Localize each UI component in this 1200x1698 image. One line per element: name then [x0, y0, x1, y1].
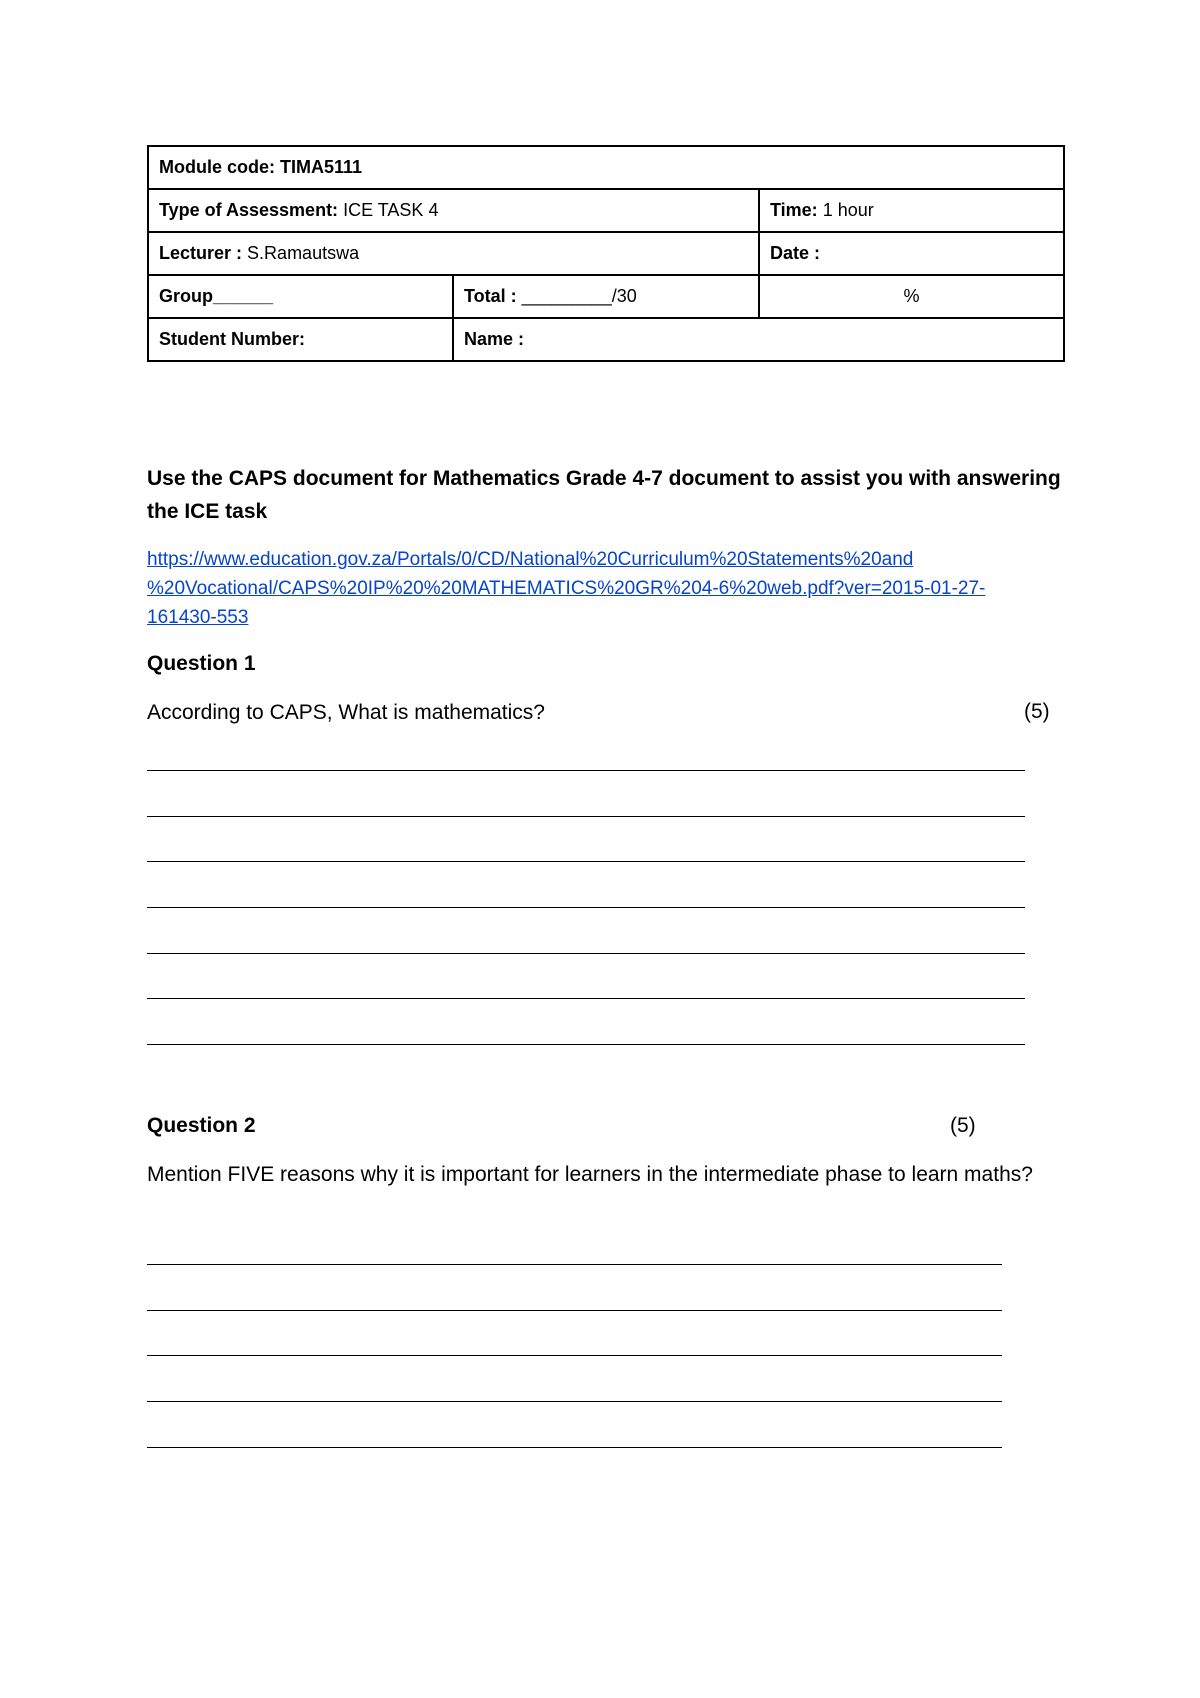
question-2-marks: (5) [950, 1114, 976, 1137]
link-line-2: %20Vocational/CAPS%20IP%20%20MATHEMATICS%20GR%204-6%20web.pdf?ver=2015-01-27- [147, 578, 986, 599]
name-label: Name : [464, 329, 525, 349]
group-label: Group______ [159, 286, 274, 306]
caps-document-link[interactable] [147, 545, 1047, 632]
header-row-student [148, 318, 1064, 361]
answer-line[interactable] [147, 998, 1025, 999]
total-value: _________/30 [521, 286, 637, 306]
name-cell [453, 318, 1064, 361]
module-code-value: TIMA5111 [280, 157, 363, 177]
answer-line[interactable] [147, 1355, 1002, 1356]
answer-line[interactable] [147, 770, 1025, 771]
answer-line[interactable] [147, 953, 1025, 954]
answer-line[interactable] [147, 816, 1025, 817]
header-row-module [148, 146, 1064, 189]
group-cell [148, 275, 453, 318]
question-2-title: Question 2 [147, 1114, 256, 1137]
answer-line[interactable] [147, 861, 1025, 862]
lecturer-value: S.Ramautswa [247, 243, 360, 263]
time-cell [759, 189, 1064, 232]
header-row-group [148, 275, 1064, 318]
question-2-text: Mention FIVE reasons why it is important for learners in the intermediate phase to learn maths? [147, 1163, 1033, 1186]
total-label: Total : [464, 286, 517, 306]
link-line-1: https://www.education.gov.za/Portals/0/CD/National%20Curriculum%20Statements%20and [147, 549, 914, 570]
answer-line[interactable] [147, 907, 1025, 908]
question-1-text: According to CAPS, What is mathematics? [147, 701, 545, 724]
answer-line[interactable] [147, 1447, 1002, 1448]
header-row-assessment [148, 189, 1064, 232]
lecturer-cell [148, 232, 759, 275]
date-label: Date : [770, 243, 821, 263]
question-1-marks: (5) [1024, 700, 1050, 723]
answer-line[interactable] [147, 1044, 1025, 1045]
instruction-text: Use the CAPS document for Mathematics Grade 4-7 document to assist you with answering the ICE task [147, 467, 1061, 523]
percent-cell [759, 275, 1064, 318]
answer-line[interactable] [147, 1264, 1002, 1265]
header-row-lecturer [148, 232, 1064, 275]
assessment-type-label: Type of Assessment: [159, 200, 339, 220]
link-line-3: 161430-553 [147, 607, 249, 628]
assessment-type-value: ICE TASK 4 [343, 200, 439, 220]
time-value: 1 hour [822, 200, 874, 220]
assessment-type-cell [148, 189, 759, 232]
date-cell [759, 232, 1064, 275]
lecturer-label: Lecturer : [159, 243, 243, 263]
module-code-cell [148, 146, 1064, 189]
question-1-title: Question 1 [147, 652, 256, 675]
student-number-cell [148, 318, 453, 361]
total-cell [453, 275, 759, 318]
answer-line[interactable] [147, 1310, 1002, 1311]
assessment-header-table [147, 145, 1065, 362]
percent-sign: % [903, 286, 920, 306]
module-code-label: Module code: [159, 157, 275, 177]
time-label: Time: [770, 200, 818, 220]
answer-line[interactable] [147, 1401, 1002, 1402]
student-number-label: Student Number: [159, 329, 305, 349]
